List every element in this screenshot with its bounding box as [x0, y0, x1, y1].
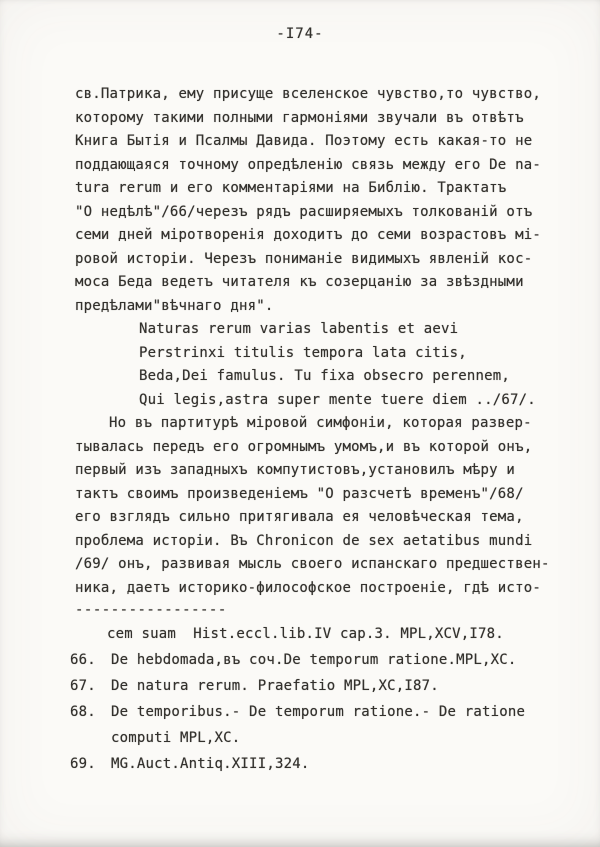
footnote-separator: -----------------: [75, 602, 227, 618]
verse-line: Qui legis,astra super mente tuere diem ../67/.: [139, 391, 536, 408]
page-number: -I74-: [276, 26, 324, 42]
footnote-text-line: computi MPL,XC.: [111, 730, 241, 746]
text-line: первый изъ западныхъ компутистовъ,установилъ мѣру и: [75, 462, 516, 478]
verse-line: Beda,Dei famulus. Tu fixa obsecro perennem,: [139, 368, 511, 384]
footnote-number: 68.: [70, 704, 96, 720]
paragraph-1: [75, 83, 560, 318]
text-line: предѣлами"вѣчнаго дня".: [75, 297, 274, 314]
footnote-number: 66.: [70, 652, 96, 668]
text-line: Но въ партитурѣ міровой симфоніи, которая развер-: [109, 415, 532, 431]
verse-line: Perstrinxi titulis tempora lata citis,: [139, 344, 467, 361]
text-line: поддающаяся точному опредѣленію связь между его De na-: [75, 156, 541, 173]
footnote-number: 69.: [70, 756, 96, 772]
text-line: /69/ онъ, развивая мысль своего испанскаго предшествен-: [75, 556, 550, 572]
text-line: его взглядъ сильно притягивала ея человѣческая тема,: [75, 509, 524, 525]
footnote-item: [70, 699, 570, 751]
footnote-text: De hebdomada,въ соч.De temporum ratione.MPL,XC.: [111, 652, 517, 668]
footnotes: [70, 621, 570, 777]
text-line: семи дней міротворенія доходитъ до семи возрастовъ мі-: [75, 227, 541, 243]
body-text: [75, 83, 560, 600]
footnote-text-line: De temporibus.- De temporum ratione.- De ratione: [111, 704, 526, 720]
footnote-number: 67.: [70, 678, 96, 694]
paragraph-2: [75, 412, 560, 600]
text-line: моса Беда ведетъ читателя къ созерцанію за звѣздными: [75, 274, 524, 290]
text-line: tura rerum и его комментаріями на Библію. Трактатъ: [75, 180, 507, 196]
verse-line: Naturas rerum varias labentis et aevi: [139, 321, 459, 337]
latin-verse: [139, 318, 560, 412]
footnote-item: [70, 673, 570, 699]
footnote-item: [70, 751, 570, 777]
text-line: ровой исторіи. Черезъ пониманіе видимыхъ явленій кос-: [75, 250, 533, 267]
text-line: св.Патрика, ему присуще вселенское чувство,то чувство,: [75, 86, 541, 102]
footnote-text: [111, 699, 570, 751]
text-line: которому такими полными гармоніями звучали въ отвѣтъ: [75, 109, 524, 126]
text-line: "О недѣлѣ"/66/черезъ рядъ расширяемыхъ толкованій отъ: [75, 203, 533, 220]
text-line: ника, даетъ историко-философское построеніе, гдѣ исто-: [75, 579, 541, 596]
text-line: тывалась передъ его огромнымъ умомъ,и въ которой онъ,: [75, 438, 533, 455]
footnote-item: [70, 647, 570, 673]
text-line: тактъ своимъ произведеніемъ "О разсчетѣ временъ"/68/: [75, 485, 524, 502]
footnote-text: MG.Auct.Antiq.XIII,324.: [111, 756, 310, 772]
text-line: Книга Бытія и Псалмы Давида. Поэтому есть какая-то не: [75, 133, 533, 149]
footnote-text: De natura rerum. Praefatio MPL,XC,I87.: [111, 678, 439, 694]
text-line: проблема исторіи. Въ Chronicon de sex aetatibus mundi: [75, 532, 533, 549]
footnote-continuation: cem suam Hist.eccl.lib.IV cap.3. MPL,XCV,I78.: [107, 626, 504, 642]
